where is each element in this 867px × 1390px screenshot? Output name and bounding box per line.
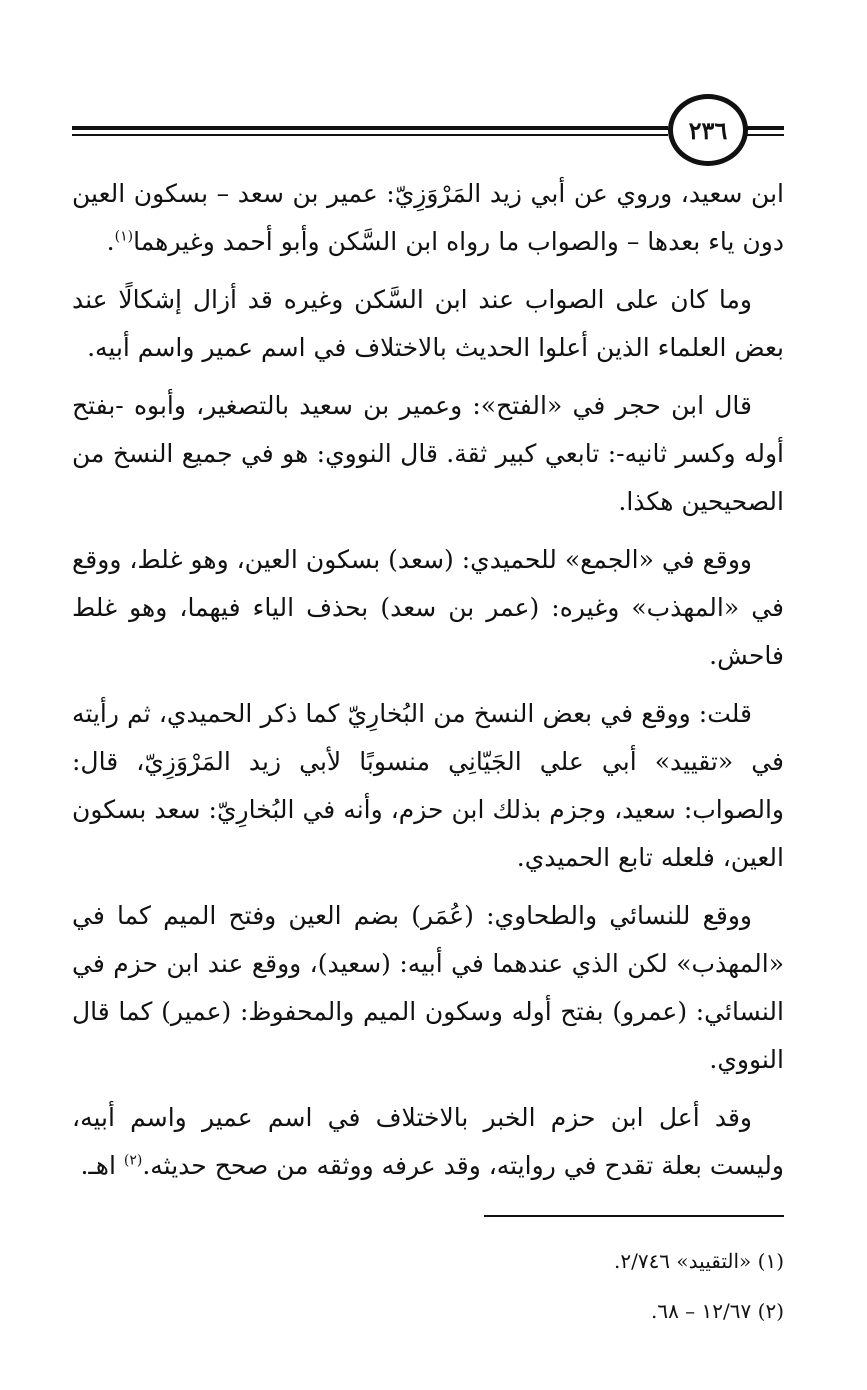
footnote-ref-2[interactable]: (٢) (123, 1152, 143, 1169)
body-text (72, 170, 784, 1200)
paragraph-7 (72, 1094, 784, 1190)
footnote-2: (٢) ١٢/٦٧ – ٦٨. (650, 1299, 784, 1323)
paragraph-4: ووقع في «الجمع» للحميدي: (سعد) بسكون العين، وهو غلط، ووقع في «المهذب» وغيره: (عمر بن سعد) بحذف الياء فيهما، وهو غلط فاحش. (72, 545, 784, 670)
header-rule-right-thin (746, 134, 784, 136)
paragraph-6: ووقع للنسائي والطحاوي: (عُمَر) بضم العين وفتح الميم كما في «المهذب» لكن الذي عندهما في أبيه: (سعيد)، ووقع عند ابن حزم في النسائي: (عمرو) بفتح أوله وسكون الميم والمحفوظ: (عمير) كما قال النووي. (72, 901, 784, 1074)
paragraph-2: وما كان على الصواب عند ابن السَّكن وغيره قد أزال إشكالًا عند بعض العلماء الذين أعلوا الحديث بالاختلاف في اسم عمير واسم أبيه. (72, 285, 784, 362)
paragraph-3: قال ابن حجر في «الفتح»: وعمير بن سعيد بالتصغير، وأبوه -بفتح أوله وكسر ثانيه-: تابعي كبير ثقة. قال النووي: هو في جميع النسخ من الصحيحين هكذا. (72, 391, 784, 516)
page-header (72, 94, 784, 164)
page-number-badge (668, 94, 748, 166)
paragraph-7-text: وقد أعل ابن حزم الخبر بالاختلاف في اسم عمير واسم أبيه، وليست بعلة تقدح في روايته، وقد عرفه ووثقه من صحح حديثه. (72, 1103, 784, 1180)
paragraph-1 (72, 170, 784, 266)
page-number: ٢٣٦ (688, 115, 728, 145)
header-rule-thin (72, 134, 668, 136)
header-rule-right-thick (746, 126, 784, 130)
paragraph-1-end: . (106, 227, 115, 256)
paragraph-5: قلت: ووقع في بعض النسخ من البُخارِيّ كما ذكر الحميدي، ثم رأيته في «تقييد» أبي علي الجَيّانِي منسوبًا لأبي زيد المَرْوَزِيّ، قال: والصواب: سعيد، وجزم بذلك ابن حزم، وأنه في البُخارِيّ: سعد بسكون العين، فلعله تابع الحميدي. (72, 699, 784, 872)
footnote-separator (484, 1215, 784, 1217)
header-rule-thick (72, 126, 668, 130)
footnote-ref-1[interactable]: (١) (114, 228, 134, 245)
paragraph-7-end: اهـ. (80, 1151, 124, 1180)
footnote-1: (١) «التقييد» ٢/٧٤٦. (613, 1249, 784, 1273)
paragraph-1-text: ابن سعيد، وروي عن أبي زيد المَرْوَزِيّ: عمير بن سعد – بسكون العين دون ياء بعدها – والصواب ما رواه ابن السَّكن وأبو أحمد وغيرهما (72, 179, 784, 256)
footnotes (72, 1236, 784, 1336)
